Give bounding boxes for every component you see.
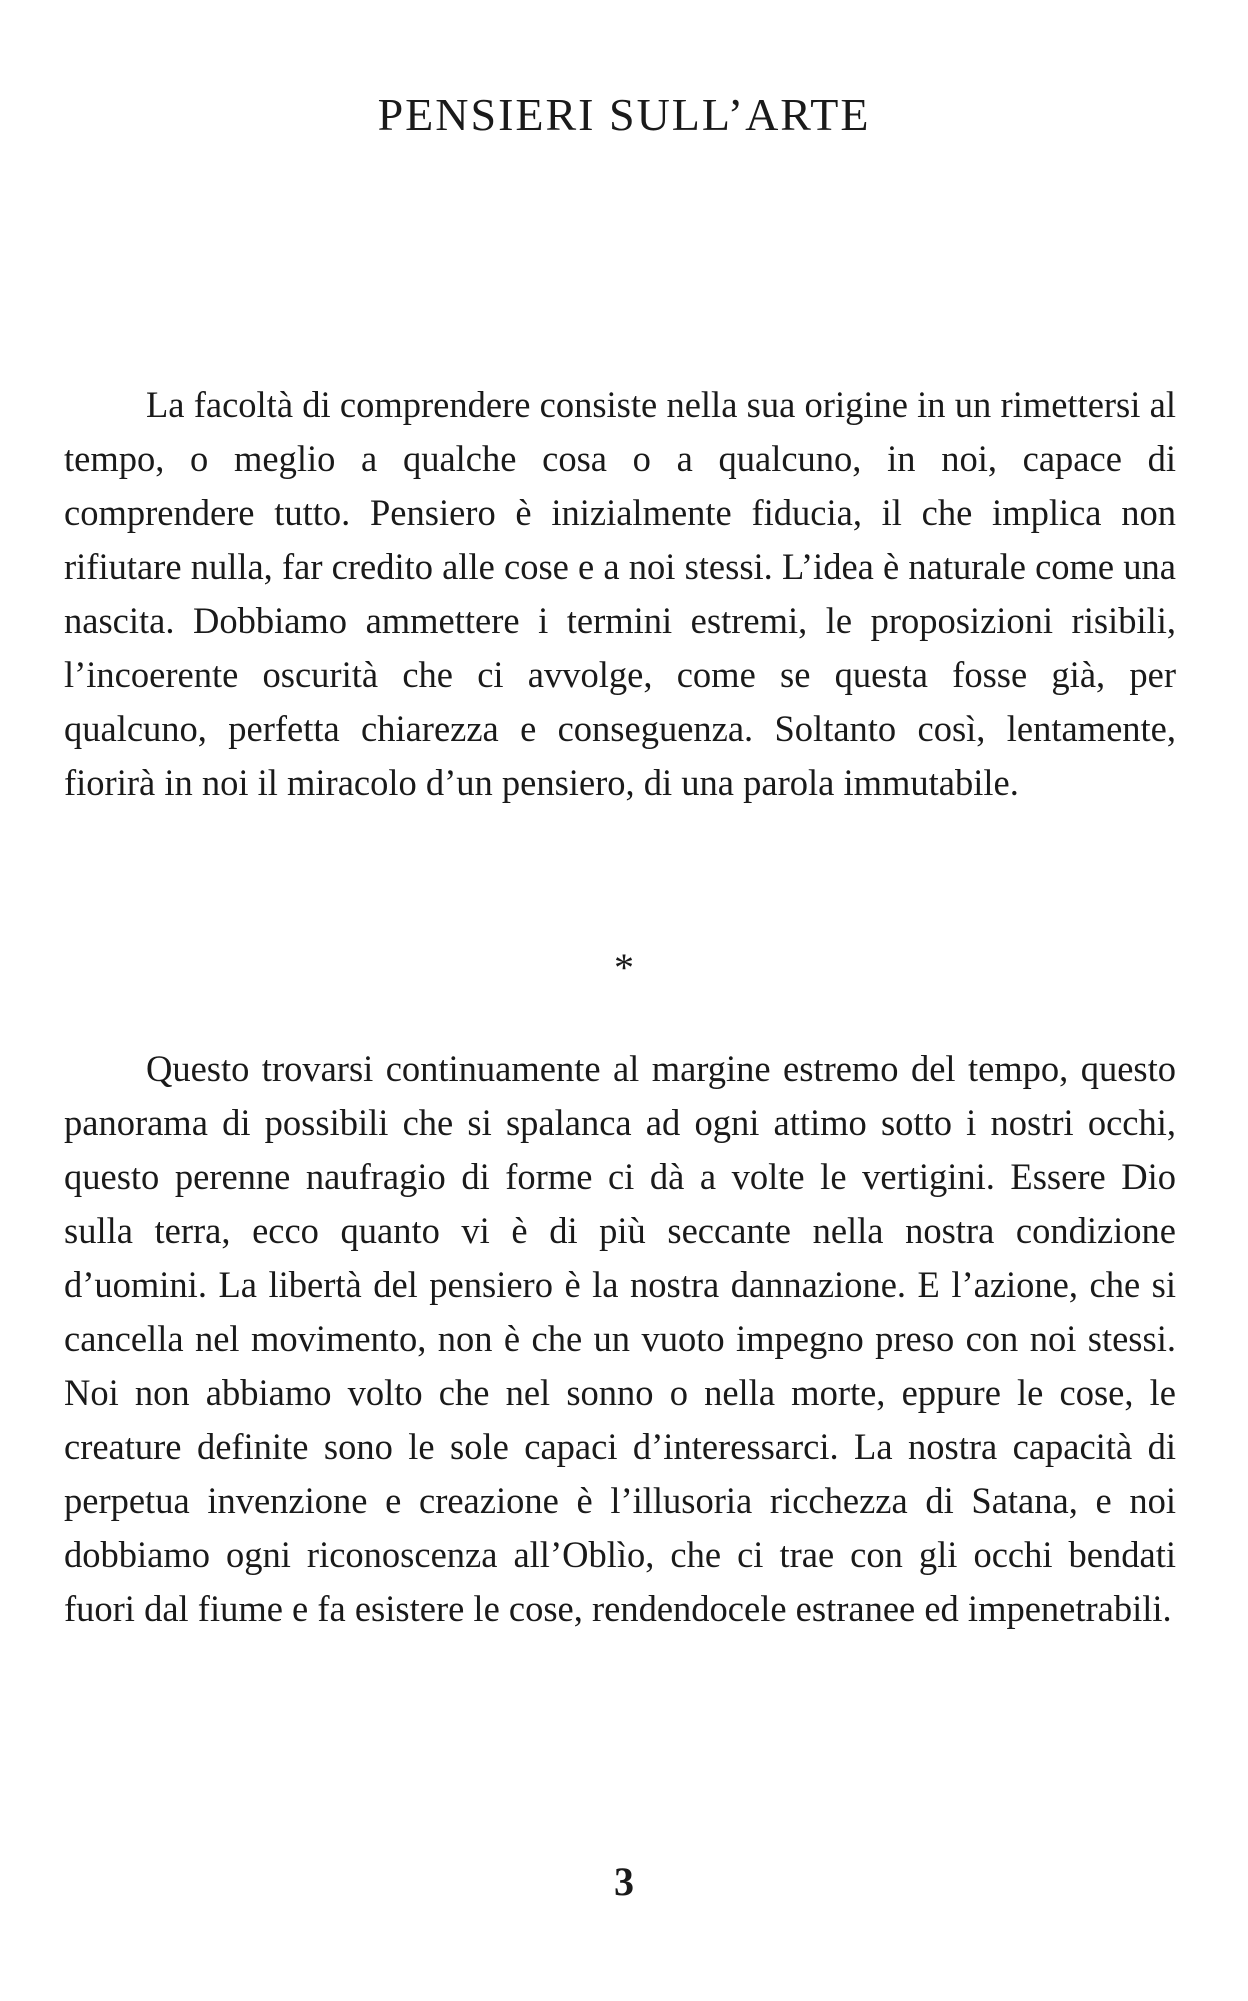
paragraph-1: La facoltà di comprendere consiste nella sua origine in un rimettersi al tempo, o meglio a qualche cosa o a qualcuno, in noi, capace di comprendere tutto. Pensiero è inizialmente fiducia, il che implica non rifiutare nulla, far credito alle cose e a noi stessi. L’idea è naturale come una nascita. Dobbiamo ammettere i termini estremi, le proposizioni risibili, l’incoerente oscurità che ci avvolge, come se questa fosse già, per qualcuno, perfetta chiarezza e conseguenza. Soltanto così, lentamente, fiorirà in noi il miracolo d’un pensiero, di una parola immutabile. [64,384,1176,803]
paragraph-2: Questo trovarsi continuamente al margine estremo del tempo, questo panorama di possibili che si spalanca ad ogni attimo sotto i nostri occhi, questo perenne naufragio di forme ci dà a volte le vertigini. Essere Dio sulla terra, ecco quanto vi è di più seccante nella nostra condizione d’uomini. La libertà del pensiero è la nostra dannazione. E l’azione, che si cancella nel movimento, non è che un vuoto impegno preso con noi stessi. Noi non abbiamo volto che nel sonno o nella morte, eppure le cose, le creature definite sono le sole capaci d’interessarci. La nostra capacità di perpetua invenzione e creazione è l’illusoria ricchezza di Satana, e noi dobbiamo ogni riconoscenza all’Oblìo, che ci trae con gli occhi bendati fuori dal fiume e fa esistere le cose, rendendocele estranee ed impenetrabili. [64,1048,1176,1629]
page-number: 3 [614,1859,634,1904]
page-title: PENSIERI SULL’ARTE [377,89,871,140]
section-separator: * [614,945,634,990]
